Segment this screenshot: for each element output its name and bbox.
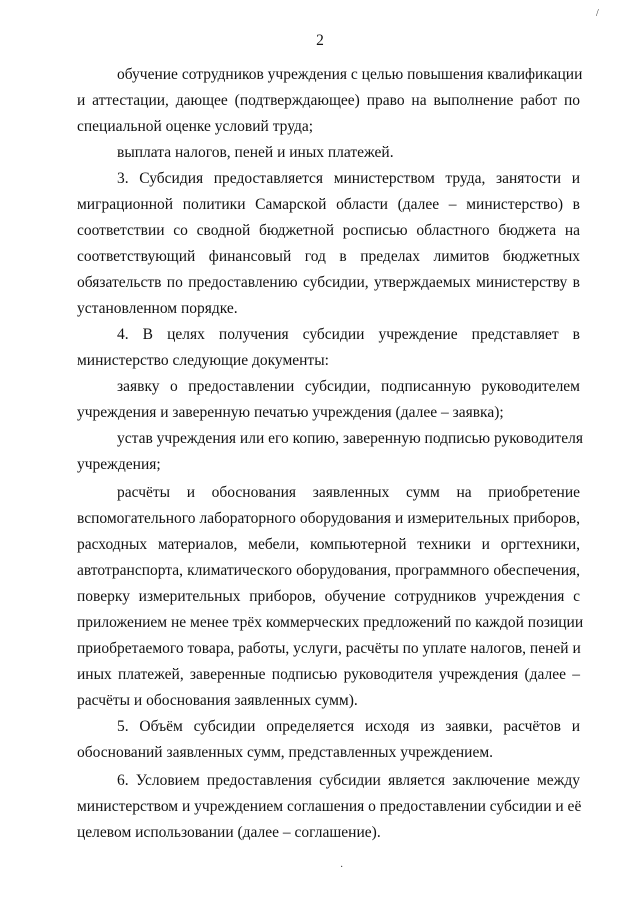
text-line: 4. В целях получения субсидии учреждение представляет в <box>117 326 580 343</box>
text-line: соответствии со сводной бюджетной росписью областного бюджета на <box>77 222 580 239</box>
text-line: устав учреждения или его копию, заверенную подписью руководителя <box>117 430 584 447</box>
text-line: выплата налогов, пеней и иных платежей. <box>117 144 394 161</box>
scan-mark: / <box>596 8 599 19</box>
text-line: миграционной политики Самарской области (далее – министерство) в <box>77 196 580 213</box>
text-line: расчёты и обоснования заявленных сумм). <box>77 692 358 709</box>
text-line: расходных материалов, мебели, компьютерной техники и оргтехники, <box>77 536 580 553</box>
text-line: установленном порядке. <box>77 300 238 317</box>
text-line: вспомогательного лабораторного оборудования и измерительных приборов, <box>77 510 580 527</box>
text-line: заявку о предоставлении субсидии, подписанную руководителем <box>117 378 580 395</box>
text-line: поверку измерительных приборов, обучение сотрудников учреждения с <box>77 588 580 605</box>
text-line: приложением не менее трёх коммерческих предложений по каждой позиции <box>77 614 584 631</box>
text-line: учреждения и заверенную печатью учреждения (далее – заявка); <box>77 404 504 421</box>
text-line: 5. Объём субсидии определяется исходя из заявки, расчётов и <box>117 718 580 735</box>
text-line: приобретаемого товара, работы, услуги, расчёты по уплате налогов, пеней и <box>77 640 581 657</box>
text-line: целевом использовании (далее – соглашение). <box>77 824 381 841</box>
text-line: и аттестации, дающее (подтверждающее) право на выполнение работ по <box>77 92 580 109</box>
text-line: иных платежей, заверенные подписью руководителя учреждения (далее – <box>77 666 580 683</box>
text-line: расчёты и обоснования заявленных сумм на приобретение <box>117 484 580 501</box>
text-line: специальной оценке условий труда; <box>77 118 314 135</box>
scan-mark: · <box>340 862 344 873</box>
text-line: учреждения; <box>77 456 161 473</box>
text-line: министерство следующие документы: <box>77 352 329 369</box>
text-line: министерством и учреждением соглашения о предоставлении субсидии и её <box>77 798 582 815</box>
text-line: автотранспорта, климатического оборудования, программного обеспечения, <box>77 562 580 579</box>
text-line: 6. Условием предоставления субсидии является заключение между <box>117 772 580 789</box>
text-line: соответствующий финансовый год в пределах лимитов бюджетных <box>77 248 580 265</box>
text-line: обязательств по предоставлению субсидии, утверждаемых министерству в <box>77 274 580 291</box>
page-number: 2 <box>316 32 324 49</box>
text-line: обучение сотрудников учреждения с целью повышения квалификации <box>117 66 583 83</box>
text-line: 3. Субсидия предоставляется министерством труда, занятости и <box>117 170 580 187</box>
text-line: обоснований заявленных сумм, представленных учреждением. <box>77 744 494 761</box>
